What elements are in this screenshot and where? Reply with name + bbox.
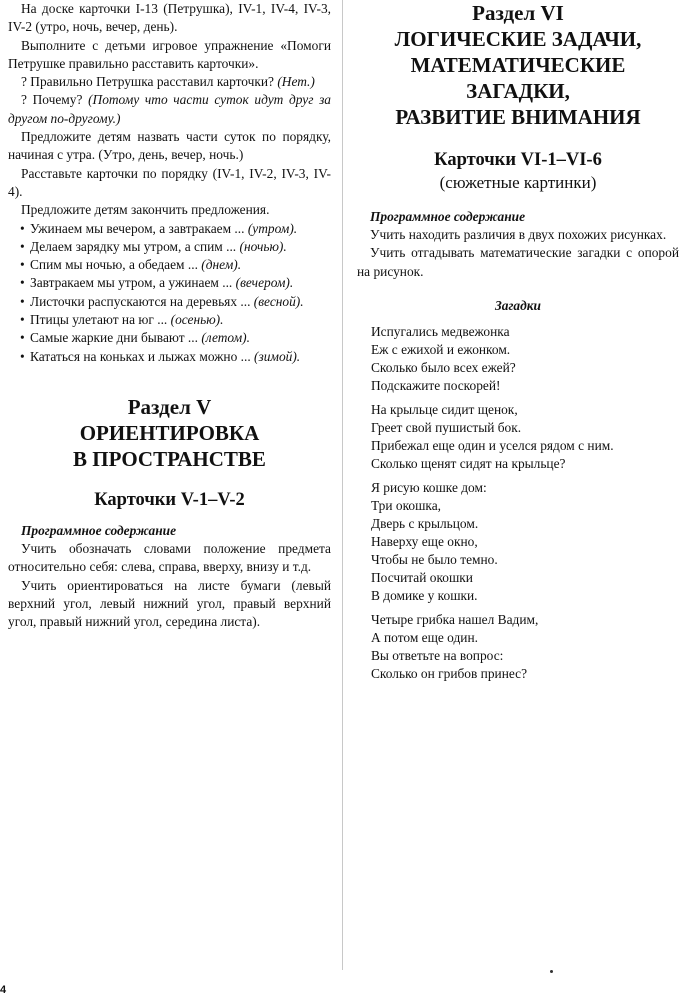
riddle-line: Сколько было всех ежей? — [371, 359, 516, 375]
paragraph-complete-sentences: Предложите детям закончить предложения. — [21, 202, 270, 218]
print-speck — [550, 970, 553, 973]
riddle-2 — [371, 401, 679, 473]
list-item — [8, 329, 331, 347]
list-item — [8, 238, 331, 256]
right-column — [357, 0, 679, 683]
riddle-line: А потом еще один. — [371, 629, 478, 645]
question-1-text: ? Правильно Петрушка расставил карточки? — [21, 74, 278, 90]
list-item — [8, 311, 331, 329]
intro-paragraph-2: Выполните с детьми игровое упражнение «Помоги Петрушке правильно расставить карточки». — [8, 37, 331, 71]
riddle-line: Сколько щенят сидят на крыльце? — [371, 455, 566, 471]
riddle-line: Дверь с крыльцом. — [371, 515, 479, 531]
list-item-answer: (летом). — [201, 330, 250, 346]
list-item-text: Ужинаем мы вечером, а завтракаем ... — [30, 220, 248, 236]
question-2-answer: (Потому что части суток идут друг за другом по-другому.) — [8, 92, 331, 126]
section-5-cards-heading: Карточки V-1–V-2 — [94, 489, 245, 510]
section-5-paragraph-2: Учить ориентироваться на листе бумаги (левый верхний угол, левый нижний угол, правый верхний угол, правый нижний угол, середина листа). — [8, 577, 331, 630]
list-item — [8, 348, 331, 366]
intro-paragraph-1: На доске карточки I-13 (Петрушка), IV-1, IV-4, IV-3, IV-2 (утро, ночь, вечер, день). — [8, 1, 331, 35]
list-item-answer: (весной). — [253, 293, 304, 309]
riddle-4 — [371, 611, 679, 683]
list-item-text: Спим мы ночью, а обедаем ... — [30, 257, 202, 273]
section-5-label: Раздел V — [127, 394, 212, 419]
list-item-text: Кататься на коньках и лыжах можно ... — [30, 348, 255, 364]
riddle-line: На крыльце сидит щенок, — [371, 401, 518, 417]
column-divider — [342, 0, 343, 970]
riddle-line: Греет свой пушистый бок. — [371, 419, 522, 435]
section-6-label: Раздел VI — [472, 1, 564, 25]
section-5-paragraph-1: Учить обозначать словами положение предмета относительно себя: слева, справа, вверху, внизу и т.д. — [8, 540, 331, 575]
section-5-title-line-2: В ПРОСТРАНСТВЕ — [73, 446, 266, 471]
list-item-answer: (утром). — [247, 220, 298, 236]
list-item-answer: (ночью). — [239, 238, 287, 254]
question-2-text: ? Почему? — [21, 92, 89, 108]
paragraph-arrange-cards: Расставьте карточки по порядку (IV-1, IV-2, IV-3, IV-4). — [8, 165, 331, 199]
riddle-line: Четыре грибка нашел Вадим, — [371, 611, 539, 627]
question-2 — [8, 91, 331, 128]
riddle-line: Еж с ежихой и ежонком. — [371, 341, 511, 357]
list-item — [8, 274, 331, 292]
list-item — [8, 293, 331, 311]
section-6-title-line-1: ЛОГИЧЕСКИЕ ЗАДАЧИ, — [394, 27, 642, 51]
list-item-answer: (днем). — [201, 257, 242, 273]
riddle-line: Подскажите поскорей! — [371, 377, 501, 393]
list-item — [8, 256, 331, 274]
section-6-cards-subtitle: (сюжетные картинки) — [439, 173, 597, 192]
riddle-line: Сколько он грибов принес? — [371, 665, 528, 681]
section-6-paragraph-1: Учить находить различия в двух похожих рисунках. — [370, 227, 667, 242]
riddle-line: Наверху еще окно, — [371, 533, 478, 549]
riddle-3 — [371, 479, 679, 605]
section-6-title-line-2: МАТЕМАТИЧЕСКИЕ ЗАГАДКИ, — [410, 53, 626, 103]
riddle-1 — [371, 323, 679, 395]
list-item-answer: (вечером). — [235, 275, 294, 291]
section-6-paragraph-2: Учить отгадывать математические загадки с опорой на рисунок. — [357, 245, 679, 279]
section-6-program-heading: Программное содержание — [370, 209, 526, 224]
list-item-text: Завтракаем мы утром, а ужинаем ... — [30, 275, 236, 291]
list-item-text: Делаем зарядку мы утром, а спим ... — [30, 238, 240, 254]
list-item-text: Птицы улетают на юг ... — [30, 312, 171, 328]
list-item — [8, 220, 331, 238]
list-item-text: Самые жаркие дни бывают ... — [30, 330, 202, 346]
riddle-line: Прибежал еще один и уселся рядом с ним. — [371, 437, 614, 453]
section-5-title-line-1: ОРИЕНТИРОВКА — [79, 420, 260, 445]
list-item-text: Листочки распускаются на деревьях ... — [30, 293, 254, 309]
riddle-line: Испугались медвежонка — [371, 323, 510, 339]
riddle-line: В домике у кошки. — [371, 587, 478, 603]
riddle-line: Три окошка, — [371, 497, 441, 513]
section-5-program-heading: Программное содержание — [21, 522, 177, 538]
sentence-list — [8, 220, 331, 366]
riddle-line: Вы ответьте на вопрос: — [371, 647, 504, 663]
list-item-answer: (осенью). — [170, 312, 224, 328]
riddle-line: Чтобы не было темно. — [371, 551, 498, 567]
riddles-heading: Загадки — [494, 297, 542, 313]
question-1 — [8, 73, 331, 91]
section-6-cards-heading: Карточки VI-1–VI-6 — [434, 150, 602, 170]
paragraph-parts-of-day: Предложите детям назвать части суток по порядку, начиная с утра. (Утро, день, вечер, ночь.) — [8, 129, 331, 163]
riddle-line: Посчитай окошки — [371, 569, 473, 585]
section-6-title-line-3: РАЗВИТИЕ ВНИМАНИЯ — [395, 105, 641, 129]
riddle-line: Я рисую кошке дом: — [371, 479, 487, 495]
question-1-answer: (Нет.) — [277, 74, 315, 90]
list-item-answer: (зимой). — [254, 348, 301, 364]
page-number: 4 — [0, 984, 7, 996]
left-column — [8, 0, 331, 631]
